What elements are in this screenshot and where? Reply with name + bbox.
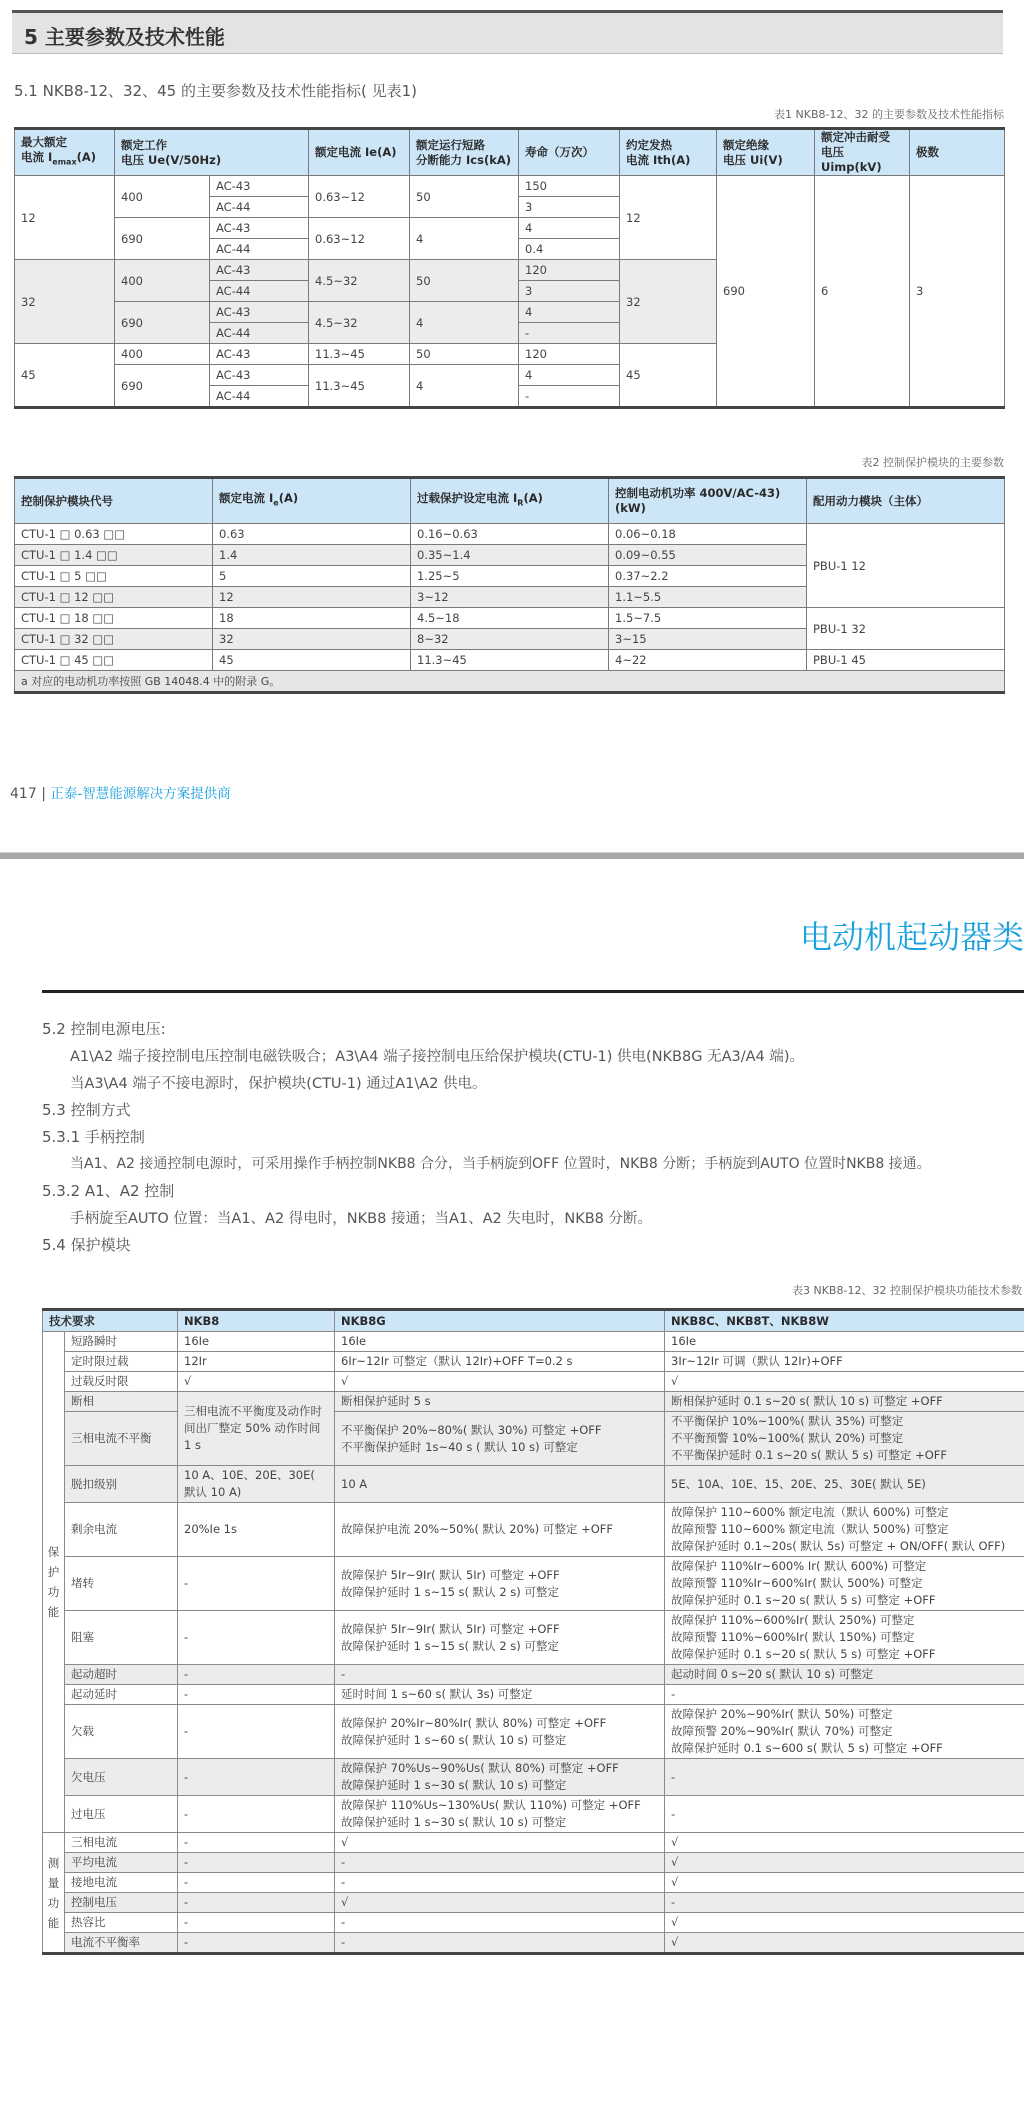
nkb8g-cell bbox=[335, 1705, 665, 1759]
nkb8g-cell bbox=[335, 1503, 665, 1557]
cell-line: 故障保护 110~600% 额定电流（默认 600%) 可整定 bbox=[671, 1505, 949, 1519]
header-ue: 额定工作 电压 Ue(V/50Hz) bbox=[115, 129, 309, 176]
table-row bbox=[43, 1913, 1024, 1933]
nkb8g-cell bbox=[335, 1332, 665, 1352]
nkb8ctw-cell bbox=[665, 1796, 1024, 1833]
cell-line: 不平衡保护 20%~80%( 默认 30%) 可整定 +OFF bbox=[341, 1422, 602, 1437]
nkb8ctw-cell: √ bbox=[665, 1933, 1024, 1954]
cell-line: 16Ie bbox=[671, 1334, 697, 1348]
t2-header-module: 配用动力模块（主体） bbox=[807, 478, 1005, 524]
nkb8g-cell: √ bbox=[335, 1893, 665, 1913]
page-divider bbox=[0, 852, 1024, 859]
ith-cell: 45 bbox=[620, 344, 717, 408]
t2-header-power: 控制电动机功率 400V/AC-43) (kW) bbox=[609, 478, 807, 524]
nkb8ctw-cell: √ bbox=[665, 1873, 1024, 1893]
cell-line: 故障保护延时 1 s~15 s( 默认 2 s) 可整定 bbox=[341, 1584, 559, 1599]
cell-line: 不平衡保护延时 0.1 s~20 s( 默认 5 s) 可整定 +OFF bbox=[671, 1448, 947, 1462]
section-title: 5 主要参数及技术性能 bbox=[24, 25, 225, 49]
table2-protection-modules bbox=[14, 476, 1005, 694]
cell: CTU-1 □ 5 □□ bbox=[15, 566, 213, 587]
cell-line: 故障保护延时 1 s~60 s( 默认 10 s) 可整定 bbox=[341, 1732, 567, 1747]
item-cell: 欠电压 bbox=[65, 1759, 178, 1796]
header-ui: 额定绝缘 电压 Ui(V) bbox=[717, 129, 815, 176]
cell: 5 bbox=[213, 566, 411, 587]
cell-line: 故障保护 110%Us~130%Us( 默认 110%) 可整定 +OFF bbox=[341, 1798, 641, 1812]
cell-line: 故障保护 5Ir~9Ir( 默认 5Ir) 可整定 +OFF bbox=[341, 1621, 560, 1636]
category-title: 电动机起动器类 bbox=[799, 918, 1024, 956]
table-row bbox=[43, 1466, 1024, 1503]
cell-line: 故障保护延时 0.1 s~20 s( 默认 5 s) 可整定 +OFF bbox=[671, 1647, 936, 1661]
header-life: 寿命（万次） bbox=[519, 129, 620, 176]
cell-line: 3Ir~12Ir 可调（默认 12Ir)+OFF bbox=[671, 1354, 843, 1368]
cell: CTU-1 □ 1.4 □□ bbox=[15, 545, 213, 566]
cell-line: 故障保护延时 1 s~30 s( 默认 10 s) 可整定 bbox=[341, 1778, 567, 1792]
module-cell: PBU-1 32 bbox=[807, 608, 1005, 650]
ui-cell: 690 bbox=[717, 176, 815, 408]
cell-line: 6Ir~12Ir 可整定（默认 12Ir)+OFF T=0.2 s bbox=[341, 1354, 573, 1368]
category-cell: AC-43 bbox=[210, 218, 309, 239]
nkb8ctw-cell bbox=[665, 1759, 1024, 1796]
nkb8-cell: 三相电流不平衡度及动作时间出厂整定 50% 动作时间 1 s bbox=[178, 1392, 335, 1466]
cell: 3~12 bbox=[411, 587, 609, 608]
cell: 12 bbox=[213, 587, 411, 608]
cell-line: 故障保护 20%~90%Ir( 默认 50%) 可整定 bbox=[671, 1707, 893, 1721]
item-cell: 短路瞬时 bbox=[65, 1332, 178, 1352]
nkb8g-cell bbox=[335, 1557, 665, 1611]
table-row bbox=[43, 1893, 1024, 1913]
cell-line: 不平衡保护延时 1s~40 s ( 默认 10 s) 可整定 bbox=[341, 1439, 578, 1454]
cell: 18 bbox=[213, 608, 411, 629]
item-cell: 接地电流 bbox=[65, 1873, 178, 1893]
ie-cell: 4.5~32 bbox=[309, 302, 410, 344]
table3-caption: 表3 NKB8-12、32 控制保护模块功能技术参数 bbox=[792, 1284, 1022, 1297]
ie-cell: 0.63~12 bbox=[309, 218, 410, 260]
ith-cell: 32 bbox=[620, 260, 717, 344]
cell-line: 延时时间 1 s~60 s( 默认 3s) 可整定 bbox=[341, 1687, 533, 1701]
nkb8-cell: - bbox=[178, 1685, 335, 1705]
cell: CTU-1 □ 12 □□ bbox=[15, 587, 213, 608]
ie-cell: 11.3~45 bbox=[309, 365, 410, 408]
nkb8-cell: - bbox=[178, 1873, 335, 1893]
cell: 8~32 bbox=[411, 629, 609, 650]
cell-line: 故障保护 5Ir~9Ir( 默认 5Ir) 可整定 +OFF bbox=[341, 1567, 560, 1582]
cell: 0.63 bbox=[213, 524, 411, 545]
cell: 3~15 bbox=[609, 629, 807, 650]
cell-line: - bbox=[341, 1667, 346, 1681]
para-5-4: 5.4 保护模块 bbox=[42, 1236, 131, 1254]
nkb8-cell: - bbox=[178, 1796, 335, 1833]
group-label-measure: 测 量 功 能 bbox=[43, 1833, 65, 1954]
table-row bbox=[43, 1332, 1024, 1352]
nkb8-cell: 12Ir bbox=[178, 1352, 335, 1372]
voltage-cell: 400 bbox=[115, 260, 210, 302]
nkb8g-cell: - bbox=[335, 1913, 665, 1933]
table-row bbox=[43, 1705, 1024, 1759]
nkb8-cell: - bbox=[178, 1611, 335, 1665]
table-row bbox=[43, 1557, 1024, 1611]
category-cell: AC-43 bbox=[210, 176, 309, 197]
life-cell: 3 bbox=[519, 197, 620, 218]
ics-cell: 50 bbox=[410, 344, 519, 365]
table2-caption: 表2 控制保护模块的主要参数 bbox=[861, 456, 1004, 469]
category-cell: AC-43 bbox=[210, 344, 309, 365]
nkb8ctw-cell: √ bbox=[665, 1913, 1024, 1933]
item-cell: 剩余电流 bbox=[65, 1503, 178, 1557]
item-cell: 过载反时限 bbox=[65, 1372, 178, 1392]
nkb8g-cell bbox=[335, 1796, 665, 1833]
life-cell: 120 bbox=[519, 344, 620, 365]
voltage-cell: 690 bbox=[115, 302, 210, 344]
cell-line: 起动时间 0 s~20 s( 默认 10 s) 可整定 bbox=[671, 1667, 874, 1681]
table1-main-parameters bbox=[14, 127, 1005, 409]
table-row bbox=[43, 1853, 1024, 1873]
para-5-3: 5.3 控制方式 bbox=[42, 1101, 131, 1119]
voltage-cell: 690 bbox=[115, 365, 210, 408]
nkb8-cell: - bbox=[178, 1759, 335, 1796]
cell: 1.1~5.5 bbox=[609, 587, 807, 608]
cell-line: 故障保护 110%~600%Ir( 默认 250%) 可整定 bbox=[671, 1613, 915, 1627]
section-header bbox=[12, 10, 1003, 54]
module-cell: PBU-1 45 bbox=[807, 650, 1005, 671]
nkb8-cell: 16Ie bbox=[178, 1332, 335, 1352]
cell-line: 断相保护延时 5 s bbox=[341, 1394, 431, 1408]
nkb8ctw-cell: √ bbox=[665, 1853, 1024, 1873]
imax-cell: 32 bbox=[15, 260, 115, 344]
ie-cell: 11.3~45 bbox=[309, 344, 410, 365]
life-cell: 120 bbox=[519, 260, 620, 281]
nkb8ctw-cell: √ bbox=[665, 1833, 1024, 1853]
cell-line: 故障保护延时 1 s~30 s( 默认 10 s) 可整定 bbox=[341, 1815, 567, 1829]
nkb8ctw-cell bbox=[665, 1611, 1024, 1665]
para-5-3-2-a: 手柄旋至AUTO 位置：当A1、A2 得电时，NKB8 接通；当A1、A2 失电时，NKB8 分断。 bbox=[70, 1211, 652, 1227]
cell-line: 故障保护电流 20%~50%( 默认 20%) 可整定 +OFF bbox=[341, 1522, 613, 1536]
table2-note: a 对应的电动机功率按照 GB 14048.4 中的附录 G。 bbox=[15, 671, 1005, 693]
item-cell: 控制电压 bbox=[65, 1893, 178, 1913]
subsection-title: 5.1 NKB8-12、32、45 的主要参数及技术性能指标( 见表1) bbox=[14, 82, 417, 100]
table-row bbox=[43, 1352, 1024, 1372]
header-ics: 额定运行短路 分断能力 Ics(kA) bbox=[410, 129, 519, 176]
nkb8g-cell bbox=[335, 1352, 665, 1372]
cell-line: 10 A bbox=[341, 1476, 368, 1491]
nkb8g-cell bbox=[335, 1372, 665, 1392]
nkb8ctw-cell bbox=[665, 1503, 1024, 1557]
cell: 0.09~0.55 bbox=[609, 545, 807, 566]
table1-caption: 表1 NKB8-12、32 的主要参数及技术性能指标 bbox=[774, 108, 1004, 121]
nkb8-cell: - bbox=[178, 1853, 335, 1873]
ics-cell: 4 bbox=[410, 218, 519, 260]
module-cell: PBU-1 12 bbox=[807, 524, 1005, 608]
page-number: 417 bbox=[10, 786, 37, 802]
item-cell: 定时限过载 bbox=[65, 1352, 178, 1372]
poles-cell: 3 bbox=[910, 176, 1005, 408]
cell: 0.16~0.63 bbox=[411, 524, 609, 545]
cell-line: 16Ie bbox=[341, 1334, 367, 1348]
nkb8g-cell: √ bbox=[335, 1833, 665, 1853]
header-imax: 最大额定 电流 $I_{emax}(A)$ bbox=[15, 129, 115, 176]
nkb8ctw-cell bbox=[665, 1466, 1024, 1503]
table-row bbox=[15, 650, 1005, 671]
nkb8-cell: 20%Ie 1s bbox=[178, 1503, 335, 1557]
nkb8g-cell bbox=[335, 1611, 665, 1665]
ics-cell: 50 bbox=[410, 176, 519, 218]
category-cell: AC-44 bbox=[210, 239, 309, 260]
nkb8ctw-cell bbox=[665, 1332, 1024, 1352]
item-cell: 过电压 bbox=[65, 1796, 178, 1833]
cell-line: 5E、10A、10E、15、20E、25、30E( 默认 5E) bbox=[671, 1476, 926, 1491]
cell-line: 故障预警 110~600% 额定电流（默认 500%) 可整定 bbox=[671, 1522, 949, 1536]
item-cell: 热容比 bbox=[65, 1913, 178, 1933]
ie-cell: 0.63~12 bbox=[309, 176, 410, 218]
cell-line: 故障保护延时 0.1 s~600 s( 默认 5 s) 可整定 +OFF bbox=[671, 1741, 943, 1755]
ics-cell: 50 bbox=[410, 260, 519, 302]
cell-line: √ bbox=[671, 1374, 679, 1388]
table-row bbox=[43, 1759, 1024, 1796]
cell: 4~22 bbox=[609, 650, 807, 671]
cell-line: 故障保护延时 0.1 s~20 s( 默认 5 s) 可整定 +OFF bbox=[671, 1593, 936, 1607]
header-ie: 额定电流 Ie(A) bbox=[309, 129, 410, 176]
table-row bbox=[43, 1933, 1024, 1954]
nkb8g-cell bbox=[335, 1466, 665, 1503]
item-cell: 电流不平衡率 bbox=[65, 1933, 178, 1954]
nkb8ctw-cell bbox=[665, 1557, 1024, 1611]
nkb8g-cell bbox=[335, 1759, 665, 1796]
cell-line: - bbox=[671, 1769, 676, 1784]
page-417 bbox=[0, 0, 1024, 860]
table-row bbox=[43, 1392, 1024, 1412]
nkb8ctw-cell bbox=[665, 1352, 1024, 1372]
item-cell: 堵转 bbox=[65, 1557, 178, 1611]
cell: 45 bbox=[213, 650, 411, 671]
header-poles: 极数 bbox=[910, 129, 1005, 176]
cell-line: 断相保护延时 0.1 s~20 s( 默认 10 s) 可整定 +OFF bbox=[671, 1394, 943, 1408]
item-cell: 脱扣级别 bbox=[65, 1466, 178, 1503]
nkb8g-cell bbox=[335, 1412, 665, 1466]
voltage-cell: 400 bbox=[115, 344, 210, 365]
page-footer: 417 | 正泰-智慧能源解决方案提供商 bbox=[10, 786, 231, 802]
nkb8-cell: - bbox=[178, 1913, 335, 1933]
company-tagline: 正泰-智慧能源解决方案提供商 bbox=[50, 786, 231, 802]
nkb8-cell: - bbox=[178, 1893, 335, 1913]
nkb8-cell: - bbox=[178, 1933, 335, 1954]
table-row bbox=[15, 608, 1005, 629]
category-cell: AC-44 bbox=[210, 197, 309, 218]
para-5-3-2: 5.3.2 A1、A2 控制 bbox=[42, 1182, 175, 1200]
life-cell: - bbox=[519, 386, 620, 408]
nkb8-cell: - bbox=[178, 1705, 335, 1759]
nkb8g-cell: - bbox=[335, 1873, 665, 1893]
imax-cell: 12 bbox=[15, 176, 115, 260]
group-label-protect: 保 护 功 能 bbox=[43, 1332, 65, 1833]
item-cell: 断相 bbox=[65, 1392, 178, 1412]
category-cell: AC-44 bbox=[210, 281, 309, 302]
nkb8-cell: 10 A、10E、20E、30E( 默认 10 A) bbox=[178, 1466, 335, 1503]
life-cell: 4 bbox=[519, 218, 620, 239]
t2-header-ir: 过载保护设定电流 $I_R(A)$ bbox=[411, 478, 609, 524]
cell: 0.35~1.4 bbox=[411, 545, 609, 566]
para-5-3-1-a: 当A1、A2 接通控制电源时，可采用操作手柄控制NKB8 合分，当手柄旋到OFF 位置时，NKB8 分断；手柄旋到AUTO 位置时NKB8 接通。 bbox=[70, 1156, 931, 1172]
cell: 11.3~45 bbox=[411, 650, 609, 671]
nkb8-cell: - bbox=[178, 1557, 335, 1611]
cell-line: 故障保护 20%Ir~80%Ir( 默认 80%) 可整定 +OFF bbox=[341, 1715, 607, 1730]
cell: CTU-1 □ 0.63 □□ bbox=[15, 524, 213, 545]
nkb8g-cell: - bbox=[335, 1853, 665, 1873]
nkb8ctw-cell bbox=[665, 1685, 1024, 1705]
cell: 0.37~2.2 bbox=[609, 566, 807, 587]
life-cell: 4 bbox=[519, 365, 620, 386]
cell-line: - bbox=[671, 1806, 676, 1821]
title-rule bbox=[42, 990, 1024, 993]
header-ith: 约定发热 电流 Ith(A) bbox=[620, 129, 717, 176]
ie-cell: 4.5~32 bbox=[309, 260, 410, 302]
nkb8ctw-cell bbox=[665, 1392, 1024, 1412]
cell-line: √ bbox=[341, 1374, 349, 1388]
table-row bbox=[15, 524, 1005, 545]
para-5-2: 5.2 控制电源电压: bbox=[42, 1020, 166, 1038]
nkb8ctw-cell bbox=[665, 1705, 1024, 1759]
table-row bbox=[43, 1873, 1024, 1893]
cell: 4.5~18 bbox=[411, 608, 609, 629]
cell-line: 故障预警 20%~90%Ir( 默认 70%) 可整定 bbox=[671, 1724, 893, 1738]
table-row bbox=[43, 1833, 1024, 1853]
item-cell: 平均电流 bbox=[65, 1853, 178, 1873]
category-cell: AC-44 bbox=[210, 323, 309, 344]
nkb8ctw-cell bbox=[665, 1665, 1024, 1685]
nkb8ctw-cell bbox=[665, 1372, 1024, 1392]
table-row bbox=[43, 1796, 1024, 1833]
para-5-3-1: 5.3.1 手柄控制 bbox=[42, 1128, 145, 1146]
cell: CTU-1 □ 32 □□ bbox=[15, 629, 213, 650]
header-uimp: 额定冲击耐受 电压 Uimp(kV) bbox=[815, 129, 910, 176]
t2-header-code: 控制保护模块代号 bbox=[15, 478, 213, 524]
voltage-cell: 690 bbox=[115, 218, 210, 260]
item-cell: 三相电流 bbox=[65, 1833, 178, 1853]
t3-header-nkb8g: NKB8G bbox=[335, 1310, 665, 1332]
table-row bbox=[43, 1665, 1024, 1685]
voltage-cell: 400 bbox=[115, 176, 210, 218]
cell-line: 故障保护延时 1 s~15 s( 默认 2 s) 可整定 bbox=[341, 1638, 559, 1653]
category-cell: AC-43 bbox=[210, 365, 309, 386]
life-cell: - bbox=[519, 323, 620, 344]
life-cell: 3 bbox=[519, 281, 620, 302]
cell-line: 故障保护 110%Ir~600% Ir( 默认 600%) 可整定 bbox=[671, 1559, 927, 1573]
item-cell: 欠载 bbox=[65, 1705, 178, 1759]
item-cell: 起动延时 bbox=[65, 1685, 178, 1705]
cell-line: 不平衡保护 10%~100%( 默认 35%) 可整定 bbox=[671, 1414, 904, 1428]
item-cell: 三相电流不平衡 bbox=[65, 1412, 178, 1466]
cell: 1.5~7.5 bbox=[609, 608, 807, 629]
nkb8-cell: - bbox=[178, 1665, 335, 1685]
ith-cell: 12 bbox=[620, 176, 717, 260]
nkb8-cell: - bbox=[178, 1833, 335, 1853]
cell: CTU-1 □ 45 □□ bbox=[15, 650, 213, 671]
t2-header-ie: 额定电流 $I_e(A)$ bbox=[213, 478, 411, 524]
t3-header-nkb8ctw: NKB8C、NKB8T、NKB8W bbox=[665, 1310, 1024, 1332]
ics-cell: 4 bbox=[410, 365, 519, 408]
t3-header-nkb8: NKB8 bbox=[178, 1310, 335, 1332]
life-cell: 150 bbox=[519, 176, 620, 197]
category-cell: AC-43 bbox=[210, 260, 309, 281]
item-cell: 起动超时 bbox=[65, 1665, 178, 1685]
table-row bbox=[43, 1685, 1024, 1705]
cell: 32 bbox=[213, 629, 411, 650]
table3-protection-functions bbox=[42, 1308, 1024, 1955]
cell: CTU-1 □ 18 □□ bbox=[15, 608, 213, 629]
cell: 1.25~5 bbox=[411, 566, 609, 587]
nkb8g-cell bbox=[335, 1665, 665, 1685]
category-cell: AC-44 bbox=[210, 386, 309, 408]
item-cell: 阻塞 bbox=[65, 1611, 178, 1665]
nkb8g-cell: - bbox=[335, 1933, 665, 1954]
t3-header-requirement: 技术要求 bbox=[43, 1310, 178, 1332]
cell-line: 故障预警 110%Ir~600%Ir( 默认 500%) 可整定 bbox=[671, 1576, 923, 1590]
cell-line: 故障保护延时 0.1~20s( 默认 5s) 可整定 + ON/OFF( 默认 OFF) bbox=[671, 1539, 1006, 1553]
nkb8ctw-cell: - bbox=[665, 1893, 1024, 1913]
cell-line: - bbox=[671, 1687, 676, 1701]
para-5-2-b: 当A3\A4 端子不接电源时，保护模块(CTU-1) 通过A1\A2 供电。 bbox=[70, 1076, 487, 1092]
cell-line: 故障保护 70%Us~90%Us( 默认 80%) 可整定 +OFF bbox=[341, 1761, 619, 1775]
category-cell: AC-43 bbox=[210, 302, 309, 323]
life-cell: 4 bbox=[519, 302, 620, 323]
table-row bbox=[43, 1611, 1024, 1665]
table-row bbox=[43, 1372, 1024, 1392]
cell: 1.4 bbox=[213, 545, 411, 566]
para-5-2-a: A1\A2 端子接控制电压控制电磁铁吸合；A3\A4 端子接控制电压给保护模块(CTU-1) 供电(NKB8G 无A3/A4 端)。 bbox=[70, 1049, 805, 1065]
cell-line: 不平衡预警 10%~100%( 默认 20%) 可整定 bbox=[671, 1431, 904, 1445]
nkb8g-cell bbox=[335, 1685, 665, 1705]
cell: 0.06~0.18 bbox=[609, 524, 807, 545]
uimp-cell: 6 bbox=[815, 176, 910, 408]
imax-cell: 45 bbox=[15, 344, 115, 408]
nkb8ctw-cell bbox=[665, 1412, 1024, 1466]
life-cell: 0.4 bbox=[519, 239, 620, 260]
nkb8-cell: √ bbox=[178, 1372, 335, 1392]
nkb8g-cell bbox=[335, 1392, 665, 1412]
ics-cell: 4 bbox=[410, 302, 519, 344]
cell-line: 故障预警 110%~600%Ir( 默认 150%) 可整定 bbox=[671, 1630, 915, 1644]
table-row bbox=[43, 1503, 1024, 1557]
